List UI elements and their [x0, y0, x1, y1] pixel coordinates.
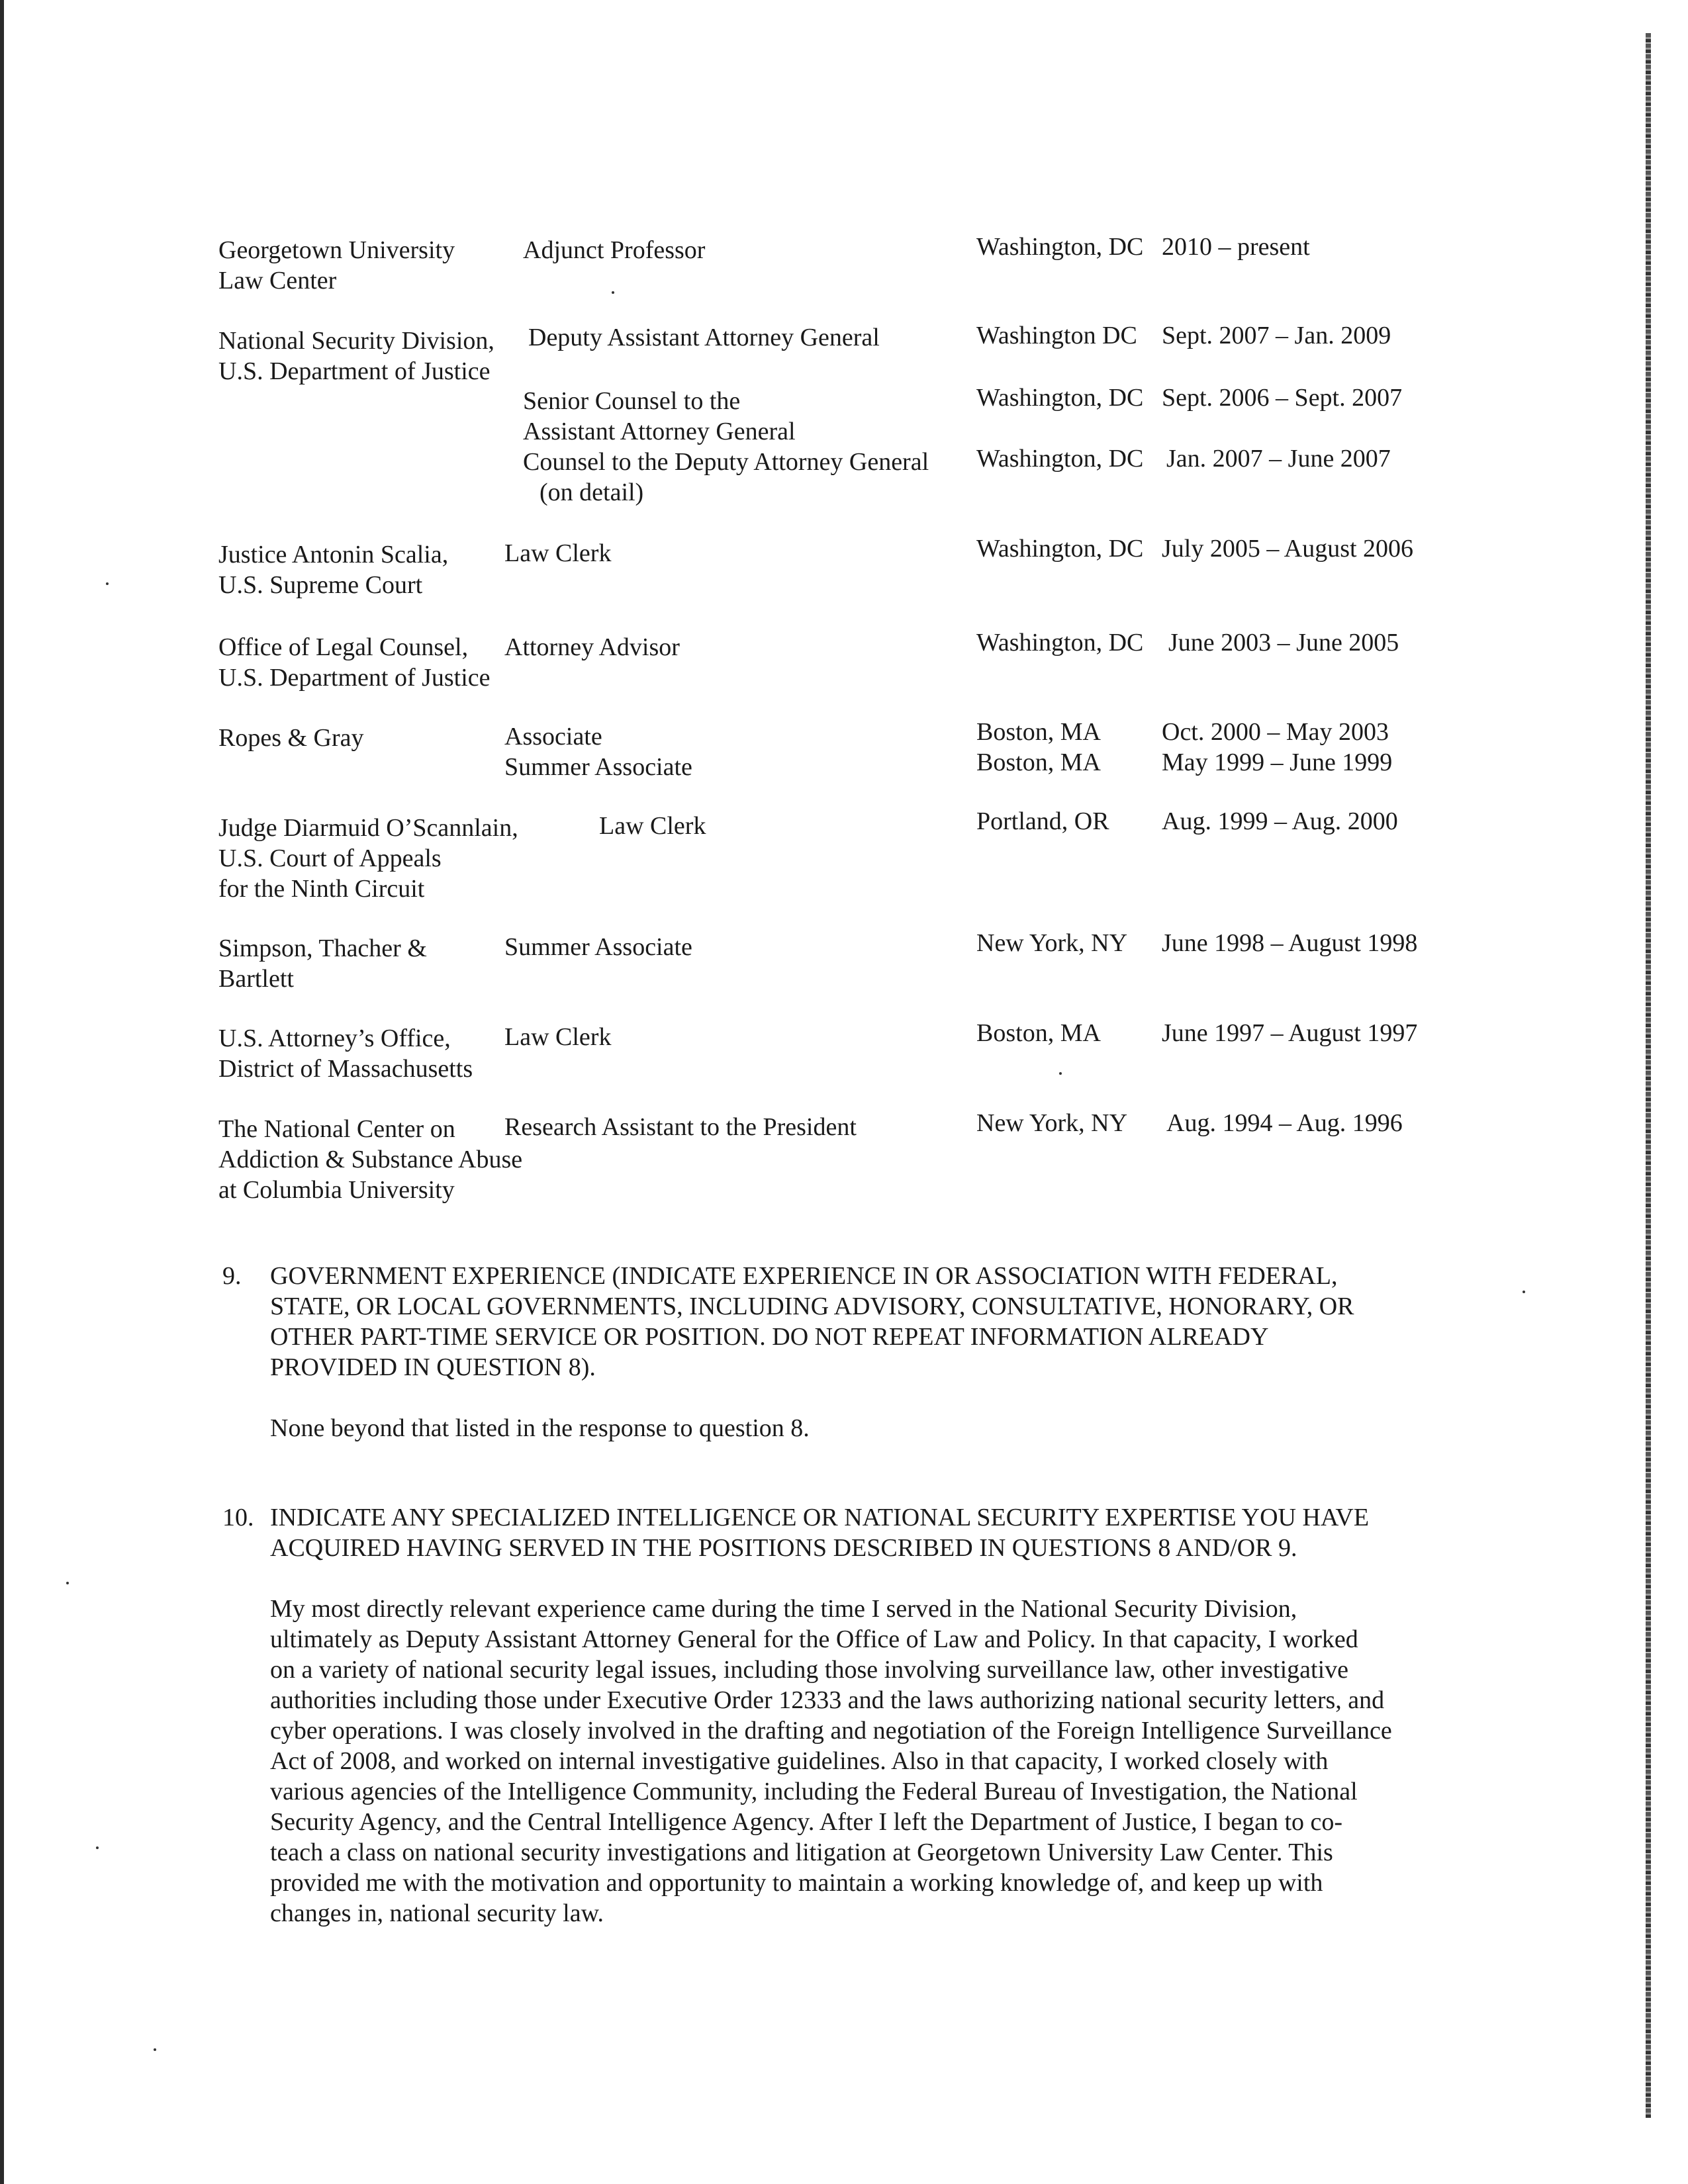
- position-title: Adjunct Professor: [523, 236, 706, 264]
- question-heading-line: STATE, OR LOCAL GOVERNMENTS, INCLUDING ADVISORY, CONSULTATIVE, HONORARY, OR: [270, 1293, 1354, 1320]
- position-dates: Aug. 1994 – Aug. 1996: [1166, 1109, 1403, 1137]
- position-location: Washington DC: [976, 322, 1137, 349]
- scan-speck: [96, 1846, 99, 1849]
- position-dates: Jan. 2007 – June 2007: [1166, 445, 1391, 473]
- answer-line: cyber operations. I was closely involved in the drafting and negotiation of the Foreign Intelligence Surveillance: [270, 1717, 1392, 1745]
- position-dates: June 1998 – August 1998: [1162, 929, 1418, 957]
- position-dates: June 1997 – August 1997: [1162, 1019, 1418, 1047]
- answer-line: authorities including those under Executive Order 12333 and the laws authorizing national security letters, and: [270, 1686, 1385, 1714]
- answer-line: Security Agency, and the Central Intelligence Agency. After I left the Department of Justice, I began to co-: [270, 1808, 1343, 1836]
- answer-line: various agencies of the Intelligence Community, including the Federal Bureau of Investigation, the National: [270, 1778, 1358, 1805]
- position-location: Washington, DC: [976, 384, 1144, 412]
- position-dates: May 1999 – June 1999: [1162, 749, 1393, 776]
- position-location: New York, NY: [976, 1109, 1128, 1137]
- answer-line: ultimately as Deputy Assistant Attorney General for the Office of Law and Policy. In that capacity, I worked: [270, 1625, 1358, 1653]
- position-location: New York, NY: [976, 929, 1128, 957]
- position-dates: Sept. 2007 – Jan. 2009: [1162, 322, 1391, 349]
- org-name-line: U.S. Supreme Court: [218, 571, 423, 599]
- position-title: Deputy Assistant Attorney General: [528, 324, 880, 351]
- scan-right-edge: [1646, 33, 1651, 2118]
- position-dates: June 2003 – June 2005: [1168, 629, 1399, 657]
- position-dates: Aug. 1999 – Aug. 2000: [1162, 807, 1398, 835]
- position-location: Washington, DC: [976, 629, 1144, 657]
- question-heading-line: ACQUIRED HAVING SERVED IN THE POSITIONS DESCRIBED IN QUESTIONS 8 AND/OR 9.: [270, 1534, 1297, 1562]
- org-name-line: U.S. Court of Appeals: [218, 844, 442, 872]
- position-location: Washington, DC: [976, 233, 1144, 261]
- position-dates: Sept. 2006 – Sept. 2007: [1162, 384, 1403, 412]
- org-name-line: Addiction & Substance Abuse: [218, 1146, 523, 1173]
- org-name-line: for the Ninth Circuit: [218, 875, 425, 903]
- position-title: Counsel to the Deputy Attorney General: [523, 448, 929, 476]
- question-heading-line: INDICATE ANY SPECIALIZED INTELLIGENCE OR NATIONAL SECURITY EXPERTISE YOU HAVE: [270, 1504, 1370, 1531]
- position-location: Boston, MA: [976, 1019, 1101, 1047]
- org-name-line: Office of Legal Counsel,: [218, 633, 469, 661]
- org-name-line: District of Massachusetts: [218, 1055, 473, 1083]
- position-location: Boston, MA: [976, 749, 1101, 776]
- answer-line: Act of 2008, and worked on internal investigative guidelines. Also in that capacity, I worked closely with: [270, 1747, 1329, 1775]
- position-location: Boston, MA: [976, 718, 1101, 746]
- org-name-line: Justice Antonin Scalia,: [218, 541, 449, 569]
- position-title: (on detail): [539, 478, 644, 506]
- org-name-line: at Columbia University: [218, 1176, 455, 1204]
- answer-line: changes in, national security law.: [270, 1899, 604, 1927]
- question-heading-line: OTHER PART-TIME SERVICE OR POSITION. DO NOT REPEAT INFORMATION ALREADY: [270, 1323, 1269, 1351]
- position-title: Senior Counsel to the: [523, 387, 741, 415]
- scan-speck: [106, 582, 109, 585]
- question-heading-line: GOVERNMENT EXPERIENCE (INDICATE EXPERIENCE IN OR ASSOCIATION WITH FEDERAL,: [270, 1262, 1338, 1290]
- org-name-line: Georgetown University: [218, 236, 455, 264]
- position-title: Law Clerk: [504, 539, 612, 567]
- org-name-line: Bartlett: [218, 965, 294, 993]
- answer-line: teach a class on national security investigations and litigation at Georgetown University Law Center. This: [270, 1839, 1333, 1866]
- scan-speck: [154, 2048, 156, 2051]
- scan-speck: [1523, 1291, 1525, 1293]
- org-name-line: Ropes & Gray: [218, 724, 364, 752]
- scan-speck: [66, 1582, 69, 1584]
- position-title: Assistant Attorney General: [523, 418, 796, 445]
- answer-line: on a variety of national security legal issues, including those involving surveillance law, other investigative: [270, 1656, 1349, 1684]
- question-number: 10.: [222, 1504, 254, 1531]
- position-title: Law Clerk: [504, 1023, 612, 1051]
- answer-line: My most directly relevant experience came during the time I served in the National Security Division,: [270, 1595, 1297, 1623]
- org-name-line: The National Center on: [218, 1115, 455, 1143]
- question-number: 9.: [222, 1262, 242, 1290]
- org-name-line: National Security Division,: [218, 327, 494, 355]
- position-dates: July 2005 – August 2006: [1162, 535, 1414, 563]
- question-heading-line: PROVIDED IN QUESTION 8).: [270, 1353, 596, 1381]
- position-location: Washington, DC: [976, 535, 1144, 563]
- org-name-line: U.S. Department of Justice: [218, 357, 491, 385]
- position-location: Portland, OR: [976, 807, 1109, 835]
- position-location: Washington, DC: [976, 445, 1144, 473]
- position-title: Summer Associate: [504, 753, 692, 781]
- org-name-line: U.S. Attorney’s Office,: [218, 1024, 451, 1052]
- position-title: Law Clerk: [599, 812, 706, 840]
- position-title: Attorney Advisor: [504, 633, 680, 661]
- position-dates: 2010 – present: [1162, 233, 1310, 261]
- org-name-line: Simpson, Thacher &: [218, 934, 427, 962]
- org-name-line: Law Center: [218, 267, 337, 295]
- answer-line: provided me with the motivation and opportunity to maintain a working knowledge of, and keep up with: [270, 1869, 1323, 1897]
- position-dates: Oct. 2000 – May 2003: [1162, 718, 1389, 746]
- org-name-line: Judge Diarmuid O’Scannlain,: [218, 814, 518, 842]
- scan-speck: [1059, 1072, 1062, 1075]
- org-name-line: U.S. Department of Justice: [218, 664, 491, 692]
- position-title: Research Assistant to the President: [504, 1113, 857, 1141]
- position-title: Associate: [504, 723, 602, 751]
- question-9-answer: None beyond that listed in the response to question 8.: [270, 1414, 810, 1442]
- scan-speck: [612, 291, 614, 294]
- position-title: Summer Associate: [504, 933, 692, 961]
- scan-left-edge: [0, 0, 4, 2184]
